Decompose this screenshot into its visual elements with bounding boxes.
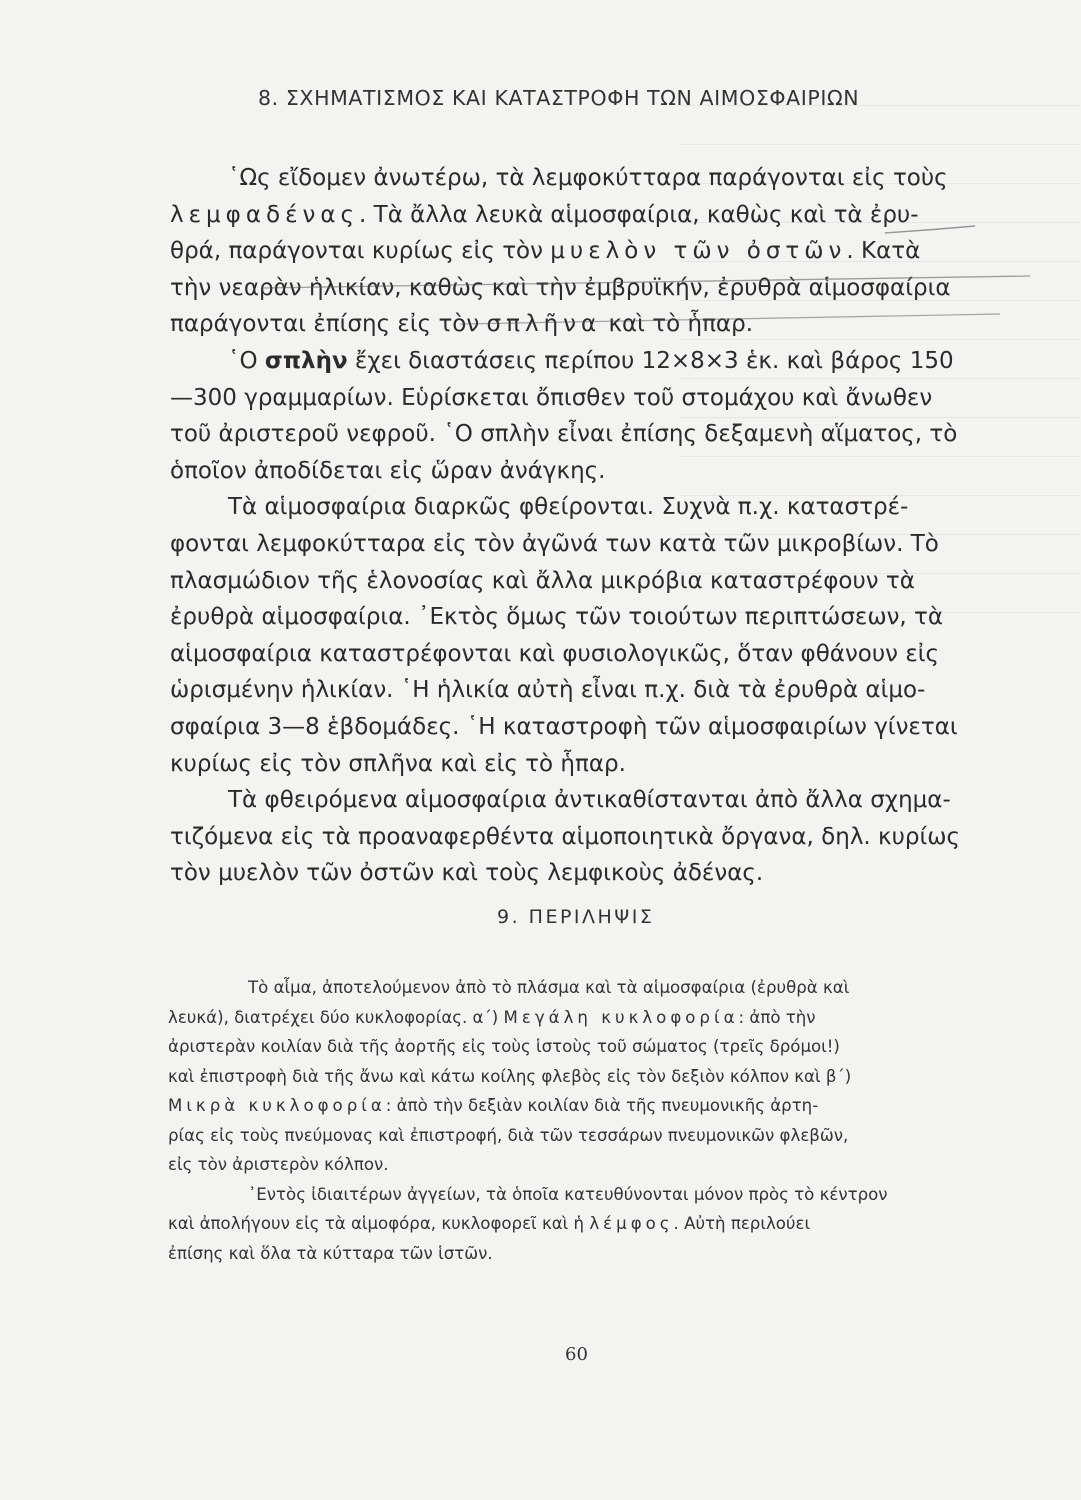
body-line: παράγονται ἐπίσης εἰς τὸν σπλῆνα καὶ τὸ ἧπαρ. xyxy=(170,311,754,338)
body-line: θρά, παράγονται κυρίως εἰς τὸν μυελὸν τῶν ὀστῶν. Κατὰ xyxy=(170,238,921,265)
summary-line: ρίας εἰς τοὺς πνεύμονας καὶ ἐπιστροφή, διὰ τῶν τεσσάρων πνευμονικῶν φλεβῶν, xyxy=(168,1125,849,1145)
body-line: ὡρισμένην ἡλικίαν. ῾Η ἡλικία αὐτὴ εἶναι π.χ. διὰ τὰ ἐρυθρὰ αἱμο- xyxy=(170,677,926,704)
body-line: κυρίως εἰς τὸν σπλῆνα καὶ εἰς τὸ ἧπαρ. xyxy=(170,750,626,777)
spaced-term: λεμφαδένας xyxy=(170,201,360,228)
spaced-term: σπλῆνα xyxy=(486,311,602,338)
summary-line: ἀριστερὰν κοιλίαν διὰ τῆς ἀορτῆς εἰς τοὺς ἱστοὺς τοῦ σώματος (τρεῖς δρόμοι!) xyxy=(168,1037,840,1056)
body-line: τιζόμενα εἰς τὰ προαναφερθέντα αἱμοποιητικὰ ὄργανα, δηλ. κυρίως xyxy=(170,823,961,850)
body-line: Τὰ αἱμοσφαίρια διαρκῶς φθείρονται. Συχνὰ π.χ. καταστρέ- xyxy=(228,494,909,521)
spaced-term: λέμφος xyxy=(589,1214,674,1233)
body-line: ἐρυθρὰ αἱμοσφαίρια. ᾿Εκτὸς ὅμως τῶν τοιούτων περιπτώσεων, τὰ xyxy=(170,604,944,631)
body-line: σφαίρια 3—8 ἑβδομάδες. ῾Η καταστροφὴ τῶν αἱμοσφαιρίων γίνεται xyxy=(170,713,958,740)
page-number: 60 xyxy=(565,1344,588,1365)
summary-line: ἐπίσης καὶ ὅλα τὰ κύτταρα τῶν ἱστῶν. xyxy=(168,1243,493,1263)
summary-line: λευκά), διατρέχει δύο κυκλοφορίας. α΄) Μεγάλη κυκλοφορία: ἀπὸ τὴν xyxy=(168,1007,816,1027)
summary-line: Τὸ αἷμα, ἀποτελούμενον ἀπὸ τὸ πλάσμα καὶ τὰ αἱμοσφαίρια (ἐρυθρὰ καὶ xyxy=(248,978,850,997)
body-line: ὁποῖον ἀποδίδεται εἰς ὥραν ἀνάγκης. xyxy=(170,457,606,484)
bold-term: σπλὴν xyxy=(264,347,348,374)
body-line: φονται λεμφοκύτταρα εἰς τὸν ἀγῶνά των κατὰ τῶν μικροβίων. Τὸ xyxy=(170,530,939,557)
body-line: Τὰ φθειρόμενα αἱμοσφαίρια ἀντικαθίστανται ἀπὸ ἄλλα σχημα- xyxy=(228,787,951,814)
spaced-term: Μικρὰ κυκλοφορία xyxy=(168,1096,386,1115)
body-line: λεμφαδένας. Τὰ ἄλλα λευκὰ αἱμοσφαίρια, καθὼς καὶ τὰ ἐρυ- xyxy=(170,201,919,228)
body-line: τὸν μυελὸν τῶν ὀστῶν καὶ τοὺς λεμφικοὺς ἀδένας. xyxy=(170,860,764,887)
body-line: πλασμώδιον τῆς ἑλονοσίας καὶ ἄλλα μικρόβια καταστρέφουν τὰ xyxy=(170,567,915,594)
body-line: αἱμοσφαίρια καταστρέφονται καὶ φυσιολογικῶς, ὅταν φθάνουν εἰς xyxy=(170,640,940,667)
summary-line: Μικρὰ κυκλοφορία: ἀπὸ τὴν δεξιὰν κοιλίαν διὰ τῆς πνευμονικῆς ἀρτη- xyxy=(168,1096,819,1115)
body-line: —300 γραμμαρίων. Εὑρίσκεται ὄπισθεν τοῦ στομάχου καὶ ἄνωθεν xyxy=(170,384,933,411)
spaced-term: μυελὸν τῶν ὀστῶν xyxy=(550,238,847,265)
body-line: τοῦ ἀριστεροῦ νεφροῦ. ῾Ο σπλὴν εἶναι ἐπίσης δεξαμενὴ αἵματος, τὸ xyxy=(170,421,958,448)
body-line: ῾Ο σπλὴν ἔχει διαστάσεις περίπου 12×8×3 ἑκ. καὶ βάρος 150 xyxy=(228,347,954,374)
summary-line: καὶ ἀπολήγουν εἰς τὰ αἱμοφόρα, κυκλοφορεῖ καὶ ἡ λέμφος. Αὐτὴ περιλούει xyxy=(168,1214,811,1233)
spaced-term: Μεγάλη κυκλοφορία xyxy=(503,1007,739,1027)
summary-line: ᾿Εντὸς ἰδιαιτέρων ἀγγείων, τὰ ὁποῖα κατευθύνονται μόνον πρὸς τὸ κέντρον xyxy=(248,1184,888,1204)
section-heading: 8. ΣΧΗΜΑΤΙΣΜΟΣ ΚΑΙ ΚΑΤΑΣΤΡΟΦΗ ΤΩΝ ΑΙΜΟΣΦΑΙΡΙΩΝ xyxy=(258,86,860,110)
summary-text xyxy=(168,973,1003,1268)
summary-line: καὶ ἐπιστροφὴ διὰ τῆς ἄνω καὶ κάτω κοίλης φλεβὸς εἰς τὸν δεξιὸν κόλπον καὶ β΄) xyxy=(168,1066,852,1086)
summary-heading: 9. ΠΕΡΙΛΗΨΙΣ xyxy=(497,906,655,928)
summary-line: εἰς τὸν ἀριστερὸν κόλπον. xyxy=(168,1155,389,1174)
body-line: τὴν νεαρὰν ἡλικίαν, καθὼς καὶ τὴν ἐμβρυϊκήν, ἐρυθρὰ αἱμοσφαίρια xyxy=(170,274,951,301)
body-line: ῾Ως εἴδομεν ἀνωτέρω, τὰ λεμφοκύτταρα παράγονται εἰς τοὺς xyxy=(228,165,948,191)
body-text xyxy=(170,160,1000,892)
